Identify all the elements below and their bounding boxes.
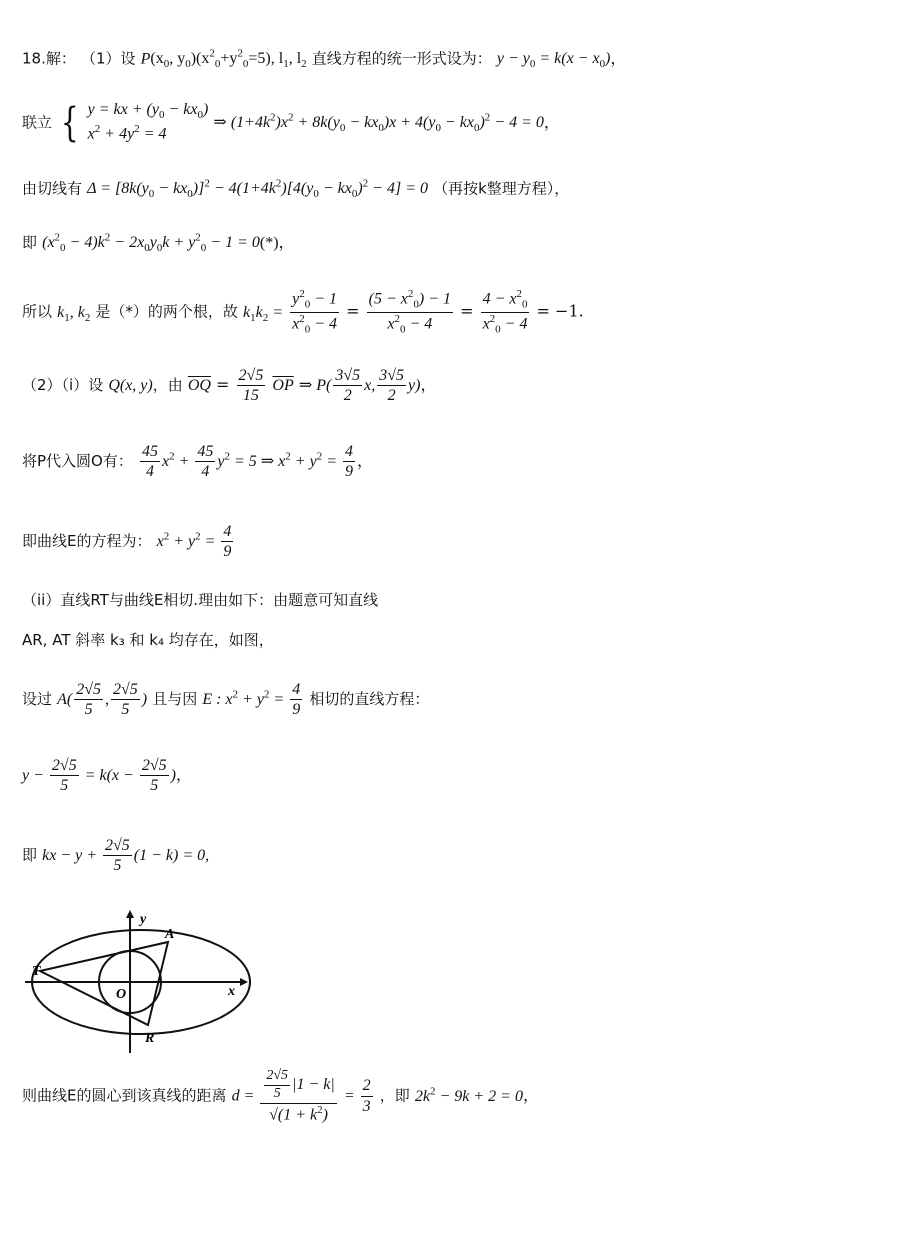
label-y: y bbox=[140, 912, 147, 927]
line-13: 即 kx − y + $\frac{2√5}{5}$ (1 − k) = 0, bbox=[22, 837, 210, 875]
math-discriminant: $\Delta = [8k(y_0 - kx_0)]^2 - 4(1+4k^2)[4(y_0 - kx_0)^2 - 4] = 0$ bbox=[87, 178, 428, 201]
line-7: 将P代入圆O有： $\frac{45}{4}$ $x^2$ + $\frac{45}{4}$ $y^2 = 5$ ⇒ $x^2 + y^2$ = $\frac{4}{9}$ ， bbox=[22, 443, 373, 481]
lianli-label: 联立 bbox=[22, 113, 53, 132]
curve-lead: 即曲线E的方程为： bbox=[22, 532, 152, 551]
line-11: 设过 A( $\frac{2√5}{5}$ , $\frac{2√5}{5}$ ) 且与因 E : $x^2 + y^2$ = $\frac{4}{9}$ 相切的直线方程： bbox=[22, 681, 430, 719]
left-brace: { bbox=[60, 99, 79, 146]
set-tail2: 相切的直线方程： bbox=[309, 690, 430, 709]
label-o: O bbox=[116, 987, 127, 1002]
math-k-equation: $(x^2_0 - 4)k^2 - 2x_0y_0k + y^2_0 - 1 = 0$ bbox=[42, 232, 260, 255]
fraction-distance: $\frac{2√5}{5}$ |1 − k| $√(1 + k^2)$ bbox=[260, 1068, 336, 1124]
triangle-tar bbox=[40, 942, 168, 1025]
you-label: ，由 bbox=[152, 376, 183, 395]
label-t: T bbox=[32, 964, 41, 979]
part1-intro: （1）设 bbox=[80, 49, 136, 68]
line-10 bbox=[22, 630, 274, 649]
equation-system: y = kx + $(y_0 - kx_0)$ $x^2 + 4y^2 = 4$ bbox=[87, 101, 209, 143]
line-12: y − $\frac{2√5}{5}$ = k(x − $\frac{2√5}{5}$ )， bbox=[22, 757, 192, 795]
math-quadratic: ⇒ $(1+4k^2)x^2 + 8k(y_0 - kx_0)x + 4(y_0 - kx_0)^2 - 4 = 0$ bbox=[213, 111, 544, 135]
line-8: 即曲线E的方程为： $x^2 + y^2$ = $\frac{4}{9}$ bbox=[22, 523, 232, 561]
fraction-oq: $\frac{2√5}{15}$ bbox=[238, 367, 264, 405]
sub-lead: 将P代入圆O有： bbox=[22, 452, 133, 471]
star-mark: (*) bbox=[259, 234, 279, 252]
fraction-3: $\frac{4 - x^2_0}{x^2_0 - 4}$ bbox=[482, 288, 528, 336]
line-2: 联立 { y = kx + $(y_0 - kx_0)$ $x^2 + 4y^2 = 4$ ⇒ $(1+4k^2)x^2 + 8k(y_0 - kx_0)x + 4(y_0 - kx_0)^2 - 4 = 0$， bbox=[22, 99, 560, 146]
label-a: A bbox=[165, 927, 175, 942]
tangent-note: （再按k整理方程）， bbox=[433, 179, 570, 198]
ellipse-circle-figure bbox=[20, 905, 255, 1055]
fraction-1: $\frac{y^2_0 - 1}{x^2_0 - 4}$ bbox=[292, 288, 338, 336]
line-9 bbox=[22, 590, 378, 609]
y-axis-arrow-icon bbox=[126, 910, 134, 918]
math-point-p: P bbox=[140, 50, 151, 68]
ii-line1: （ii）直线RT与曲线E相切.理由如下：由题意可知直线 bbox=[22, 591, 379, 609]
part2-intro: （2）（i）设 bbox=[22, 376, 104, 395]
suoyi-label: 所以 bbox=[22, 302, 53, 321]
line-3 bbox=[22, 178, 569, 202]
label-r: R bbox=[145, 1031, 155, 1046]
dist-tail: ，即 bbox=[379, 1086, 410, 1105]
fraction-2: $\frac{(5 - x^2_0) - 1}{x^2_0 - 4}$ bbox=[368, 288, 451, 336]
dist-lead: 则曲线E的圆心到该真线的距离 bbox=[22, 1086, 227, 1105]
x-axis-arrow-icon bbox=[240, 978, 248, 986]
line-14: 则曲线E的圆心到该真线的距离 d = $\frac{2√5}{5}$ |1 − k| $√(1 + k^2)$ = $\frac{2}{3}$ ，即 $2k^2 - 9k + 2 = 0$， bbox=[22, 1068, 539, 1123]
set-lead: 设过 bbox=[22, 690, 53, 709]
line-5: 所以 $k_1$, $k_2$ 是（*）的两个根，故 $k_1k_2$ = $\frac{y^2_0 - 1}{x^2_0 - 4}$ = $\frac{(5 - x^2_0) - 1}{x^2_0 - 4}$ = $\frac{4 - x^2_0}{x^2_0 - 4}$ = −1. bbox=[22, 288, 584, 336]
ji2-label: 即 bbox=[22, 846, 38, 865]
set-tail: 且与因 bbox=[152, 690, 198, 709]
label-x: x bbox=[228, 984, 235, 999]
math-line-eq: $y - y_0 = k(x - x_0)$ bbox=[496, 50, 611, 71]
suoyi-tail: 是（*）的两个根，故 bbox=[95, 302, 238, 321]
tangent-lead: 由切线有 bbox=[22, 179, 83, 198]
line-1: 18.解： （1）设 $P(x_0$, $y_0)(x^2_0+y^2_0=5)$, $l_1$, $l_2$ 直线方程的统一形式设为： $y - y_0 = k(x - x_0)$， bbox=[22, 48, 627, 71]
line-6: （2）（i）设 Q(x, y)，由 $\overline{OQ}$ = $\frac{2√5}{15}$ $\overline{OP}$ ⇒ P( $\frac{3√5}{2}$ x, $\frac{3√5}{2}$ y)， bbox=[22, 367, 437, 405]
part1-tail: 直线方程的统一形式设为： bbox=[311, 49, 492, 68]
ii-line2: AR, AT 斜率 k₃ 和 k₄ 均存在，如图， bbox=[22, 631, 274, 649]
line-4: 即 $(x^2_0 - 4)k^2 - 2x_0y_0k + y^2_0 - 1 = 0(*)$， bbox=[22, 232, 295, 255]
ji-label: 即 bbox=[22, 233, 38, 252]
problem-label: 18.解： bbox=[22, 49, 76, 68]
